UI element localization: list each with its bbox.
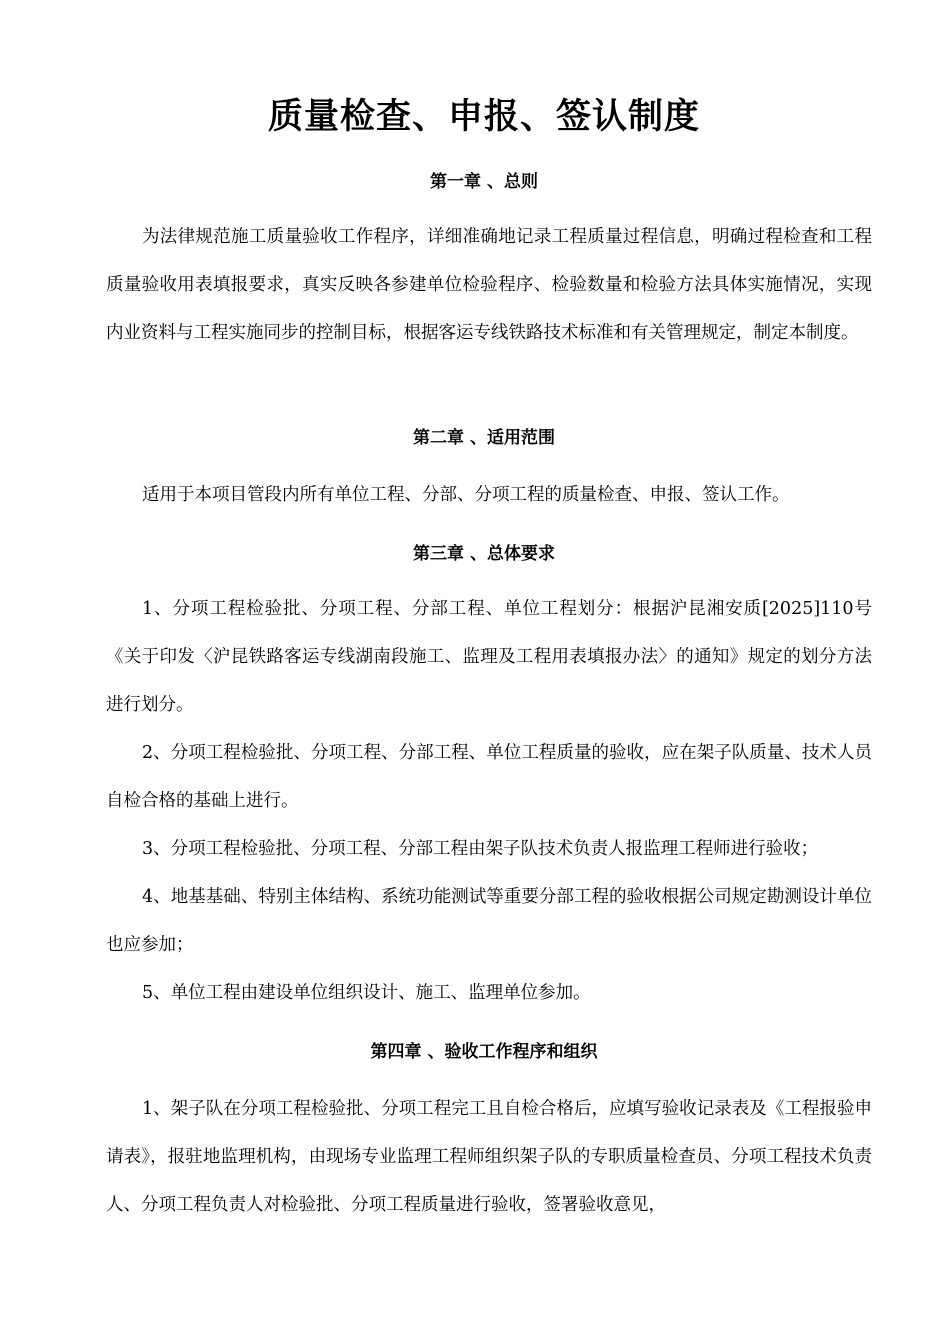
chapter-3-paragraph-2: 2、分项工程检验批、分项工程、分部工程、单位工程质量的验收，应在架子队质量、技术人员自检合格的基础上进行。 [106,743,872,811]
chapter-3-paragraph-1: 1、分项工程检验批、分项工程、分部工程、单位工程划分：根据沪昆湘安质[2025]110号《关于印发〈沪昆铁路客运专线湖南段施工、监理及工程用表填报办法〉的通知》规定的划分方法进行划分。 [106,599,872,715]
chapter-1-paragraph-1: 为法律规范施工质量验收工作程序，详细准确地记录工程质量过程信息，明确过程检查和工程质量验收用表填报要求，真实反映各参建单位检验程序、检验数量和检验方法具体实施情况，实现内业资料与工程实施同步的控制目标，根据客运专线铁路技术标准和有关管理规定，制定本制度。 [106,227,872,343]
document-title: 质量检查、申报、签认制度 [267,97,700,137]
chapter-3-paragraph-5: 5、单位工程由建设单位组织设计、施工、监理单位参加。 [142,983,591,1003]
chapter-4-paragraph-1: 1、架子队在分项工程检验批、分项工程完工且自检合格后，应填写验收记录表及《工程报验申请表》，报驻地监理机构，由现场专业监理工程师组织架子队的专职质量检查员、分项工程技术负责人、分项工程负责人对检验批、分项工程质量进行验收，签署验收意见， [106,1099,872,1215]
chapter-heading-2: 第二章 、适用范围 [413,428,555,448]
chapter-heading-1: 第一章 、总则 [430,172,538,192]
chapter-heading-3: 第三章 、总体要求 [413,544,555,564]
chapter-3-paragraph-3: 3、分项工程检验批、分项工程、分部工程由架子队技术负责人报监理工程师进行验收； [142,839,819,859]
chapter-3-paragraph-4: 4、地基基础、特别主体结构、系统功能测试等重要分部工程的验收根据公司规定勘测设计单位也应参加； [106,887,872,955]
chapter-2-paragraph-1: 适用于本项目管段内所有单位工程、分部、分项工程的质量检查、申报、签认工作。 [142,485,790,505]
chapter-heading-4: 第四章 、验收工作程序和组织 [370,1042,598,1062]
